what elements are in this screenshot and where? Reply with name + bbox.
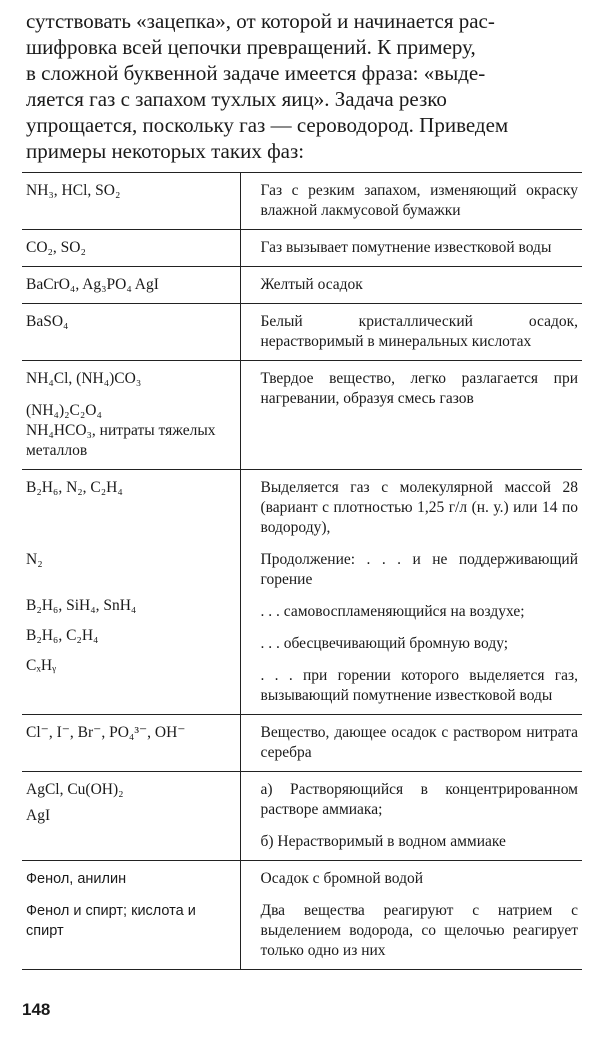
description-text: Твердое вещество, легко разлагается при нагревании, образуя смесь газов: [260, 370, 578, 407]
formula-text: Фенол и спирт; кислота и спирт: [26, 903, 196, 939]
formula-cell: [22, 267, 240, 304]
description-text: . . . обесцвечивающий бромную воду;: [260, 635, 509, 652]
intro-paragraph: [26, 8, 582, 164]
description-cell: [240, 772, 582, 861]
description-text: . . . при горении которого выделяется газ, вызывающий помутнение известковой воды: [260, 667, 578, 704]
description-cell: [240, 173, 582, 230]
description-text: Выделяется газ с молекулярной массой 28 (вариант с плотностью 1,25 г/л (н. у.) или 14 по водороду),: [260, 479, 578, 536]
formula-cell: [22, 230, 240, 267]
description-cell: [240, 267, 582, 304]
table-row: [22, 267, 582, 304]
description-text: Желтый осадок: [260, 276, 363, 293]
formula-cell: [22, 772, 240, 861]
table-row: [22, 230, 582, 267]
formula-text: (NH₄)₂C₂O₄: [26, 402, 102, 419]
intro-line: упрощается, поскольку газ — сероводород. Приведем: [26, 113, 509, 137]
formula-cell: [22, 304, 240, 361]
formula-text: NH₃, HCl, SO₂: [26, 182, 121, 199]
intro-line: примеры некоторых таких фаз:: [26, 139, 305, 163]
formula-cell: [22, 470, 240, 715]
formula-text: BaSO₄: [26, 313, 69, 330]
table-row: [22, 470, 582, 715]
formula-text: AgI: [26, 807, 51, 824]
intro-line: в сложной буквенной задаче имеется фраза: «выде-: [26, 61, 486, 85]
description-cell: [240, 715, 582, 772]
substances-table: [22, 172, 582, 970]
formula-text: B₂H₆, C₂H₄: [26, 627, 99, 644]
table-row: [22, 361, 582, 470]
table-row: [22, 304, 582, 361]
intro-line: шифровка всей цепочки превращений. К примеру,: [26, 35, 476, 59]
formula-text: B₂H₆, N₂, C₂H₄: [26, 479, 123, 496]
formula-text: AgCl, Cu(OH)₂: [26, 781, 124, 798]
table-row: [22, 772, 582, 861]
description-text: Продолжение: . . . и не поддерживающий горение: [260, 551, 578, 588]
formula-cell: [22, 861, 240, 970]
description-text: Белый кристаллический осадок, нерастворимый в минеральных кислотах: [260, 313, 578, 350]
description-text: Вещество, дающее осадок с раствором нитрата серебра: [260, 724, 578, 761]
formula-text: BaCrO₄, Ag₃PO₄ AgI: [26, 276, 159, 293]
description-cell: [240, 304, 582, 361]
table-row: [22, 715, 582, 772]
formula-cell: [22, 715, 240, 772]
formula-text: Cl⁻, I⁻, Br⁻, PO₄³⁻, OH⁻: [26, 724, 186, 741]
formula-text: NH₄HCO₃, нитраты тяжелых металлов: [26, 422, 216, 459]
formula-text: N₂: [26, 551, 43, 568]
description-cell: [240, 361, 582, 470]
description-text: б) Нерастворимый в водном аммиаке: [260, 833, 506, 850]
table-row: [22, 173, 582, 230]
formula-text: CO₂, SO₂: [26, 239, 86, 256]
formula-cell: [22, 173, 240, 230]
intro-line: ляется газ с запахом тухлых яиц». Задача резко: [26, 87, 447, 111]
page-number: 148: [22, 1000, 51, 1019]
description-cell: [240, 470, 582, 715]
description-text: . . . самовоспламеняющийся на воздухе;: [260, 603, 525, 620]
description-text: а) Растворяющийся в концентрированном растворе аммиака;: [260, 781, 578, 818]
formula-cell: [22, 361, 240, 470]
description-text: Осадок с бромной водой: [260, 870, 424, 887]
formula-text: B₂H₆, SiH₄, SnH₄: [26, 597, 137, 614]
formula-text: NH₄Cl, (NH₄)CO₃: [26, 370, 142, 387]
description-cell: [240, 230, 582, 267]
description-text: Газ с резким запахом, изменяющий окраску влажной лакмусовой бумажки: [260, 182, 578, 219]
intro-line: сутствовать «зацепка», от которой и начинается рас-: [26, 9, 495, 33]
description-text: Два вещества реагируют с натрием с выделением водорода, со щелочью реагирует только одно из них: [260, 902, 578, 959]
description-text: Газ вызывает помутнение известковой воды: [260, 239, 552, 256]
table-row: [22, 861, 582, 970]
formula-text: Фенол, анилин: [26, 871, 127, 887]
description-cell: [240, 861, 582, 970]
formula-text: CₓHᵧ: [26, 657, 57, 674]
